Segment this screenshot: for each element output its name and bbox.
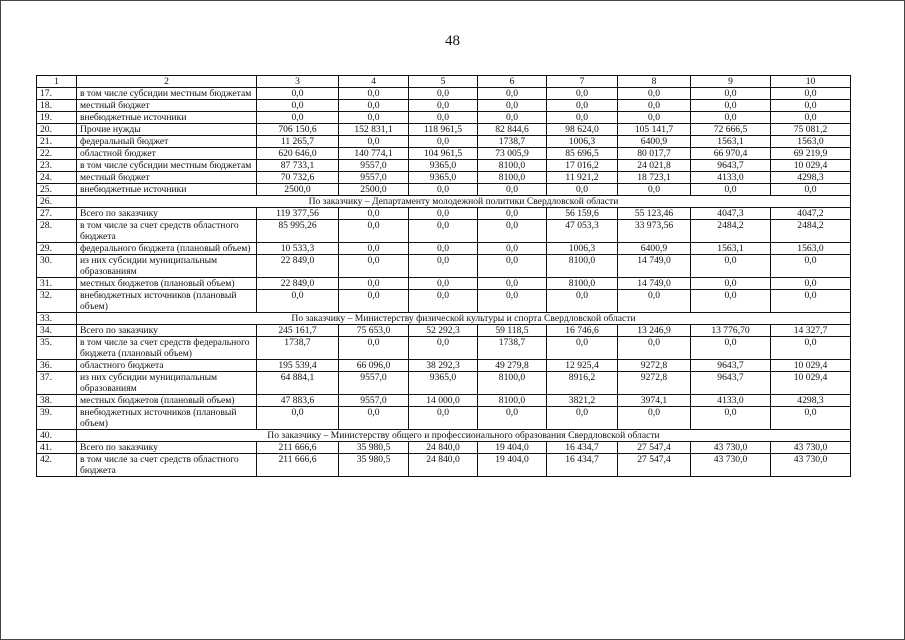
- row-label: внебюджетные источники: [77, 184, 257, 196]
- table-row: [37, 208, 851, 220]
- value-cell: 0,0: [618, 112, 691, 124]
- value-cell: 0,0: [771, 184, 851, 196]
- value-cell: 10 533,3: [257, 243, 339, 255]
- row-number: 33.: [37, 313, 77, 325]
- value-cell: 9557,0: [339, 395, 409, 407]
- row-number: 35.: [37, 337, 77, 360]
- section-title: По заказчику – Министерству общего и профессионального образования Свердловской области: [77, 430, 851, 442]
- value-cell: 11 921,2: [547, 172, 618, 184]
- value-cell: 22 849,0: [257, 278, 339, 290]
- value-cell: 73 005,9: [478, 148, 547, 160]
- value-cell: 0,0: [547, 100, 618, 112]
- value-cell: 0,0: [547, 88, 618, 100]
- value-cell: 33 973,56: [618, 220, 691, 243]
- row-label: в том числе за счет средств областного бюджета: [77, 454, 257, 477]
- value-cell: 14 000,0: [409, 395, 478, 407]
- value-cell: 0,0: [547, 337, 618, 360]
- table-row: [37, 360, 851, 372]
- value-cell: 0,0: [257, 88, 339, 100]
- value-cell: 24 840,0: [409, 454, 478, 477]
- value-cell: 14 749,0: [618, 255, 691, 278]
- row-label: Всего по заказчику: [77, 442, 257, 454]
- value-cell: 0,0: [478, 112, 547, 124]
- table-row: [37, 124, 851, 136]
- section-row: [37, 313, 851, 325]
- value-cell: 9272,8: [618, 372, 691, 395]
- value-cell: 0,0: [409, 208, 478, 220]
- value-cell: 0,0: [409, 255, 478, 278]
- value-cell: 80 017,7: [618, 148, 691, 160]
- value-cell: 4298,3: [771, 395, 851, 407]
- value-cell: 0,0: [339, 290, 409, 313]
- value-cell: 104 961,5: [409, 148, 478, 160]
- value-cell: 2484,2: [691, 220, 771, 243]
- value-cell: 82 844,6: [478, 124, 547, 136]
- row-number: 41.: [37, 442, 77, 454]
- table-row: [37, 172, 851, 184]
- row-number: 34.: [37, 325, 77, 337]
- value-cell: 6400,9: [618, 136, 691, 148]
- value-cell: 0,0: [771, 100, 851, 112]
- value-cell: 1738,7: [478, 136, 547, 148]
- table-header-row: [37, 76, 851, 88]
- table-row: [37, 220, 851, 243]
- value-cell: 18 723,1: [618, 172, 691, 184]
- value-cell: 0,0: [409, 88, 478, 100]
- column-header: 1: [37, 76, 77, 88]
- value-cell: 195 539,4: [257, 360, 339, 372]
- value-cell: 0,0: [339, 208, 409, 220]
- table-row: [37, 243, 851, 255]
- value-cell: 0,0: [409, 220, 478, 243]
- section-row: [37, 430, 851, 442]
- row-number: 21.: [37, 136, 77, 148]
- row-label: в том числе субсидии местным бюджетам: [77, 88, 257, 100]
- table-row: [37, 337, 851, 360]
- value-cell: 8100,0: [547, 278, 618, 290]
- value-cell: 10 029,4: [771, 160, 851, 172]
- row-label: федерального бюджета (плановый объем): [77, 243, 257, 255]
- value-cell: 0,0: [691, 407, 771, 430]
- value-cell: 19 404,0: [478, 454, 547, 477]
- value-cell: 0,0: [409, 100, 478, 112]
- value-cell: 0,0: [409, 407, 478, 430]
- value-cell: 0,0: [478, 243, 547, 255]
- value-cell: 8916,2: [547, 372, 618, 395]
- column-header: 8: [618, 76, 691, 88]
- value-cell: 64 884,1: [257, 372, 339, 395]
- value-cell: 8100,0: [478, 395, 547, 407]
- value-cell: 1563,1: [691, 136, 771, 148]
- value-cell: 9557,0: [339, 160, 409, 172]
- value-cell: 6400,9: [618, 243, 691, 255]
- section-row: [37, 196, 851, 208]
- table-row: [37, 290, 851, 313]
- value-cell: 2500,0: [257, 184, 339, 196]
- value-cell: 0,0: [478, 208, 547, 220]
- section-title: По заказчику – Департаменту молодежной политики Свердловской области: [77, 196, 851, 208]
- row-number: 17.: [37, 88, 77, 100]
- value-cell: 0,0: [339, 136, 409, 148]
- value-cell: 105 141,7: [618, 124, 691, 136]
- value-cell: 0,0: [691, 290, 771, 313]
- value-cell: 0,0: [339, 88, 409, 100]
- value-cell: 1006,3: [547, 243, 618, 255]
- value-cell: 9365,0: [409, 372, 478, 395]
- value-cell: 119 377,56: [257, 208, 339, 220]
- value-cell: 0,0: [257, 112, 339, 124]
- table-row: [37, 100, 851, 112]
- value-cell: 0,0: [257, 290, 339, 313]
- row-label: в том числе за счет средств областного бюджета: [77, 220, 257, 243]
- value-cell: 87 733,1: [257, 160, 339, 172]
- column-header: 5: [409, 76, 478, 88]
- value-cell: 4133,0: [691, 172, 771, 184]
- table-row: [37, 88, 851, 100]
- value-cell: 3974,1: [618, 395, 691, 407]
- value-cell: 35 980,5: [339, 442, 409, 454]
- row-number: 42.: [37, 454, 77, 477]
- value-cell: 0,0: [409, 337, 478, 360]
- value-cell: 43 730,0: [691, 442, 771, 454]
- value-cell: 0,0: [618, 337, 691, 360]
- value-cell: 4298,3: [771, 172, 851, 184]
- value-cell: 0,0: [771, 290, 851, 313]
- value-cell: 9643,7: [691, 160, 771, 172]
- value-cell: 1006,3: [547, 136, 618, 148]
- value-cell: 98 624,0: [547, 124, 618, 136]
- value-cell: 0,0: [771, 88, 851, 100]
- budget-table: [36, 75, 851, 477]
- column-header: 3: [257, 76, 339, 88]
- column-header: 9: [691, 76, 771, 88]
- row-number: 31.: [37, 278, 77, 290]
- column-header: 10: [771, 76, 851, 88]
- value-cell: 0,0: [691, 337, 771, 360]
- value-cell: 49 279,8: [478, 360, 547, 372]
- value-cell: 0,0: [771, 255, 851, 278]
- value-cell: 70 732,6: [257, 172, 339, 184]
- row-number: 26.: [37, 196, 77, 208]
- row-number: 36.: [37, 360, 77, 372]
- column-header: 2: [77, 76, 257, 88]
- table-row: [37, 407, 851, 430]
- value-cell: 0,0: [478, 290, 547, 313]
- value-cell: 43 730,0: [771, 454, 851, 477]
- value-cell: 0,0: [339, 220, 409, 243]
- value-cell: 66 096,0: [339, 360, 409, 372]
- value-cell: 9643,7: [691, 360, 771, 372]
- column-header: 6: [478, 76, 547, 88]
- value-cell: 16 434,7: [547, 442, 618, 454]
- value-cell: 11 265,7: [257, 136, 339, 148]
- value-cell: 1563,0: [771, 243, 851, 255]
- table-row: [37, 255, 851, 278]
- row-number: 37.: [37, 372, 77, 395]
- value-cell: 0,0: [409, 243, 478, 255]
- value-cell: 3821,2: [547, 395, 618, 407]
- value-cell: 0,0: [478, 278, 547, 290]
- value-cell: 140 774,1: [339, 148, 409, 160]
- table-row: [37, 454, 851, 477]
- value-cell: 0,0: [478, 88, 547, 100]
- value-cell: 10 029,4: [771, 360, 851, 372]
- value-cell: 47 883,6: [257, 395, 339, 407]
- value-cell: 8100,0: [478, 372, 547, 395]
- value-cell: 27 547,4: [618, 442, 691, 454]
- value-cell: 9557,0: [339, 372, 409, 395]
- row-label: федеральный бюджет: [77, 136, 257, 148]
- row-label: местных бюджетов (плановый объем): [77, 278, 257, 290]
- row-number: 27.: [37, 208, 77, 220]
- value-cell: 1563,0: [771, 136, 851, 148]
- value-cell: 0,0: [771, 407, 851, 430]
- row-label: внебюджетные источники: [77, 112, 257, 124]
- value-cell: 75 653,0: [339, 325, 409, 337]
- row-label: внебюджетных источников (плановый объем): [77, 407, 257, 430]
- value-cell: 0,0: [618, 100, 691, 112]
- row-number: 22.: [37, 148, 77, 160]
- row-label: местный бюджет: [77, 172, 257, 184]
- row-label: местный бюджет: [77, 100, 257, 112]
- row-number: 20.: [37, 124, 77, 136]
- value-cell: 0,0: [478, 184, 547, 196]
- row-number: 30.: [37, 255, 77, 278]
- value-cell: 0,0: [339, 100, 409, 112]
- value-cell: 0,0: [618, 290, 691, 313]
- row-label: из них субсидии муниципальным образованиям: [77, 255, 257, 278]
- value-cell: 0,0: [339, 243, 409, 255]
- value-cell: 12 925,4: [547, 360, 618, 372]
- value-cell: 0,0: [409, 112, 478, 124]
- value-cell: 0,0: [339, 337, 409, 360]
- row-number: 38.: [37, 395, 77, 407]
- value-cell: 0,0: [618, 88, 691, 100]
- value-cell: 0,0: [547, 184, 618, 196]
- value-cell: 9643,7: [691, 372, 771, 395]
- row-label: в том числе за счет средств федерального бюджета (плановый объем): [77, 337, 257, 360]
- value-cell: 56 159,6: [547, 208, 618, 220]
- value-cell: 14 749,0: [618, 278, 691, 290]
- value-cell: 24 021,8: [618, 160, 691, 172]
- value-cell: 19 404,0: [478, 442, 547, 454]
- value-cell: 35 980,5: [339, 454, 409, 477]
- value-cell: 2500,0: [339, 184, 409, 196]
- table-row: [37, 442, 851, 454]
- value-cell: 8100,0: [478, 160, 547, 172]
- value-cell: 2484,2: [771, 220, 851, 243]
- value-cell: 0,0: [547, 407, 618, 430]
- value-cell: 0,0: [409, 184, 478, 196]
- row-number: 25.: [37, 184, 77, 196]
- value-cell: 0,0: [547, 112, 618, 124]
- value-cell: 0,0: [691, 184, 771, 196]
- row-number: 29.: [37, 243, 77, 255]
- value-cell: 85 696,5: [547, 148, 618, 160]
- value-cell: 16 746,6: [547, 325, 618, 337]
- value-cell: 9365,0: [409, 160, 478, 172]
- value-cell: 0,0: [409, 290, 478, 313]
- row-number: 39.: [37, 407, 77, 430]
- row-label: Всего по заказчику: [77, 325, 257, 337]
- value-cell: 152 831,1: [339, 124, 409, 136]
- value-cell: 4047,3: [691, 208, 771, 220]
- row-number: 23.: [37, 160, 77, 172]
- table-row: [37, 184, 851, 196]
- value-cell: 0,0: [257, 100, 339, 112]
- value-cell: 0,0: [771, 112, 851, 124]
- value-cell: 17 016,2: [547, 160, 618, 172]
- value-cell: 0,0: [771, 337, 851, 360]
- row-label: Всего по заказчику: [77, 208, 257, 220]
- table-row: [37, 278, 851, 290]
- row-number: 18.: [37, 100, 77, 112]
- value-cell: 10 029,4: [771, 372, 851, 395]
- value-cell: 8100,0: [478, 172, 547, 184]
- column-header: 7: [547, 76, 618, 88]
- value-cell: 13 776,70: [691, 325, 771, 337]
- value-cell: 706 150,6: [257, 124, 339, 136]
- section-title: По заказчику – Министерству физической культуры и спорта Свердловской области: [77, 313, 851, 325]
- value-cell: 8100,0: [547, 255, 618, 278]
- value-cell: 0,0: [257, 407, 339, 430]
- value-cell: 1563,1: [691, 243, 771, 255]
- value-cell: 4047,2: [771, 208, 851, 220]
- value-cell: 75 081,2: [771, 124, 851, 136]
- value-cell: 0,0: [478, 407, 547, 430]
- row-label: местных бюджетов (плановый объем): [77, 395, 257, 407]
- row-label: Прочие нужды: [77, 124, 257, 136]
- value-cell: 0,0: [478, 220, 547, 243]
- value-cell: 85 995,26: [257, 220, 339, 243]
- value-cell: 0,0: [409, 278, 478, 290]
- value-cell: 0,0: [339, 255, 409, 278]
- value-cell: 14 327,7: [771, 325, 851, 337]
- value-cell: 16 434,7: [547, 454, 618, 477]
- value-cell: 52 292,3: [409, 325, 478, 337]
- value-cell: 118 961,5: [409, 124, 478, 136]
- value-cell: 13 246,9: [618, 325, 691, 337]
- value-cell: 55 123,46: [618, 208, 691, 220]
- value-cell: 0,0: [339, 278, 409, 290]
- row-label: внебюджетных источников (плановый объем): [77, 290, 257, 313]
- value-cell: 0,0: [691, 100, 771, 112]
- value-cell: 0,0: [409, 136, 478, 148]
- row-label: областной бюджет: [77, 148, 257, 160]
- value-cell: 24 840,0: [409, 442, 478, 454]
- value-cell: 9557,0: [339, 172, 409, 184]
- row-label: областного бюджета: [77, 360, 257, 372]
- value-cell: 0,0: [691, 112, 771, 124]
- value-cell: 211 666,6: [257, 454, 339, 477]
- value-cell: 0,0: [618, 407, 691, 430]
- value-cell: 620 646,0: [257, 148, 339, 160]
- value-cell: 9272,8: [618, 360, 691, 372]
- row-label: из них субсидии муниципальным образованиям: [77, 372, 257, 395]
- table-row: [37, 136, 851, 148]
- value-cell: 72 666,5: [691, 124, 771, 136]
- value-cell: 0,0: [691, 278, 771, 290]
- value-cell: 9365,0: [409, 172, 478, 184]
- value-cell: 0,0: [691, 255, 771, 278]
- value-cell: 1738,7: [478, 337, 547, 360]
- table-row: [37, 372, 851, 395]
- value-cell: 0,0: [618, 184, 691, 196]
- row-number: 32.: [37, 290, 77, 313]
- value-cell: 43 730,0: [691, 454, 771, 477]
- row-number: 19.: [37, 112, 77, 124]
- table-row: [37, 325, 851, 337]
- value-cell: 4133,0: [691, 395, 771, 407]
- value-cell: 47 053,3: [547, 220, 618, 243]
- table-row: [37, 395, 851, 407]
- row-number: 28.: [37, 220, 77, 243]
- table-row: [37, 160, 851, 172]
- value-cell: 38 292,3: [409, 360, 478, 372]
- page-number: 48: [445, 33, 460, 49]
- value-cell: 1738,7: [257, 337, 339, 360]
- value-cell: 0,0: [771, 278, 851, 290]
- column-header: 4: [339, 76, 409, 88]
- value-cell: 27 547,4: [618, 454, 691, 477]
- value-cell: 66 970,4: [691, 148, 771, 160]
- row-number: 24.: [37, 172, 77, 184]
- value-cell: 69 219,9: [771, 148, 851, 160]
- value-cell: 0,0: [547, 290, 618, 313]
- table-row: [37, 148, 851, 160]
- value-cell: 43 730,0: [771, 442, 851, 454]
- value-cell: 0,0: [478, 255, 547, 278]
- value-cell: 0,0: [478, 100, 547, 112]
- row-label: в том числе субсидии местным бюджетам: [77, 160, 257, 172]
- value-cell: 211 666,6: [257, 442, 339, 454]
- value-cell: 59 118,5: [478, 325, 547, 337]
- value-cell: 0,0: [339, 407, 409, 430]
- table-body: [37, 76, 851, 477]
- value-cell: 22 849,0: [257, 255, 339, 278]
- value-cell: 0,0: [339, 112, 409, 124]
- table-row: [37, 112, 851, 124]
- row-number: 40.: [37, 430, 77, 442]
- value-cell: 245 161,7: [257, 325, 339, 337]
- value-cell: 0,0: [691, 88, 771, 100]
